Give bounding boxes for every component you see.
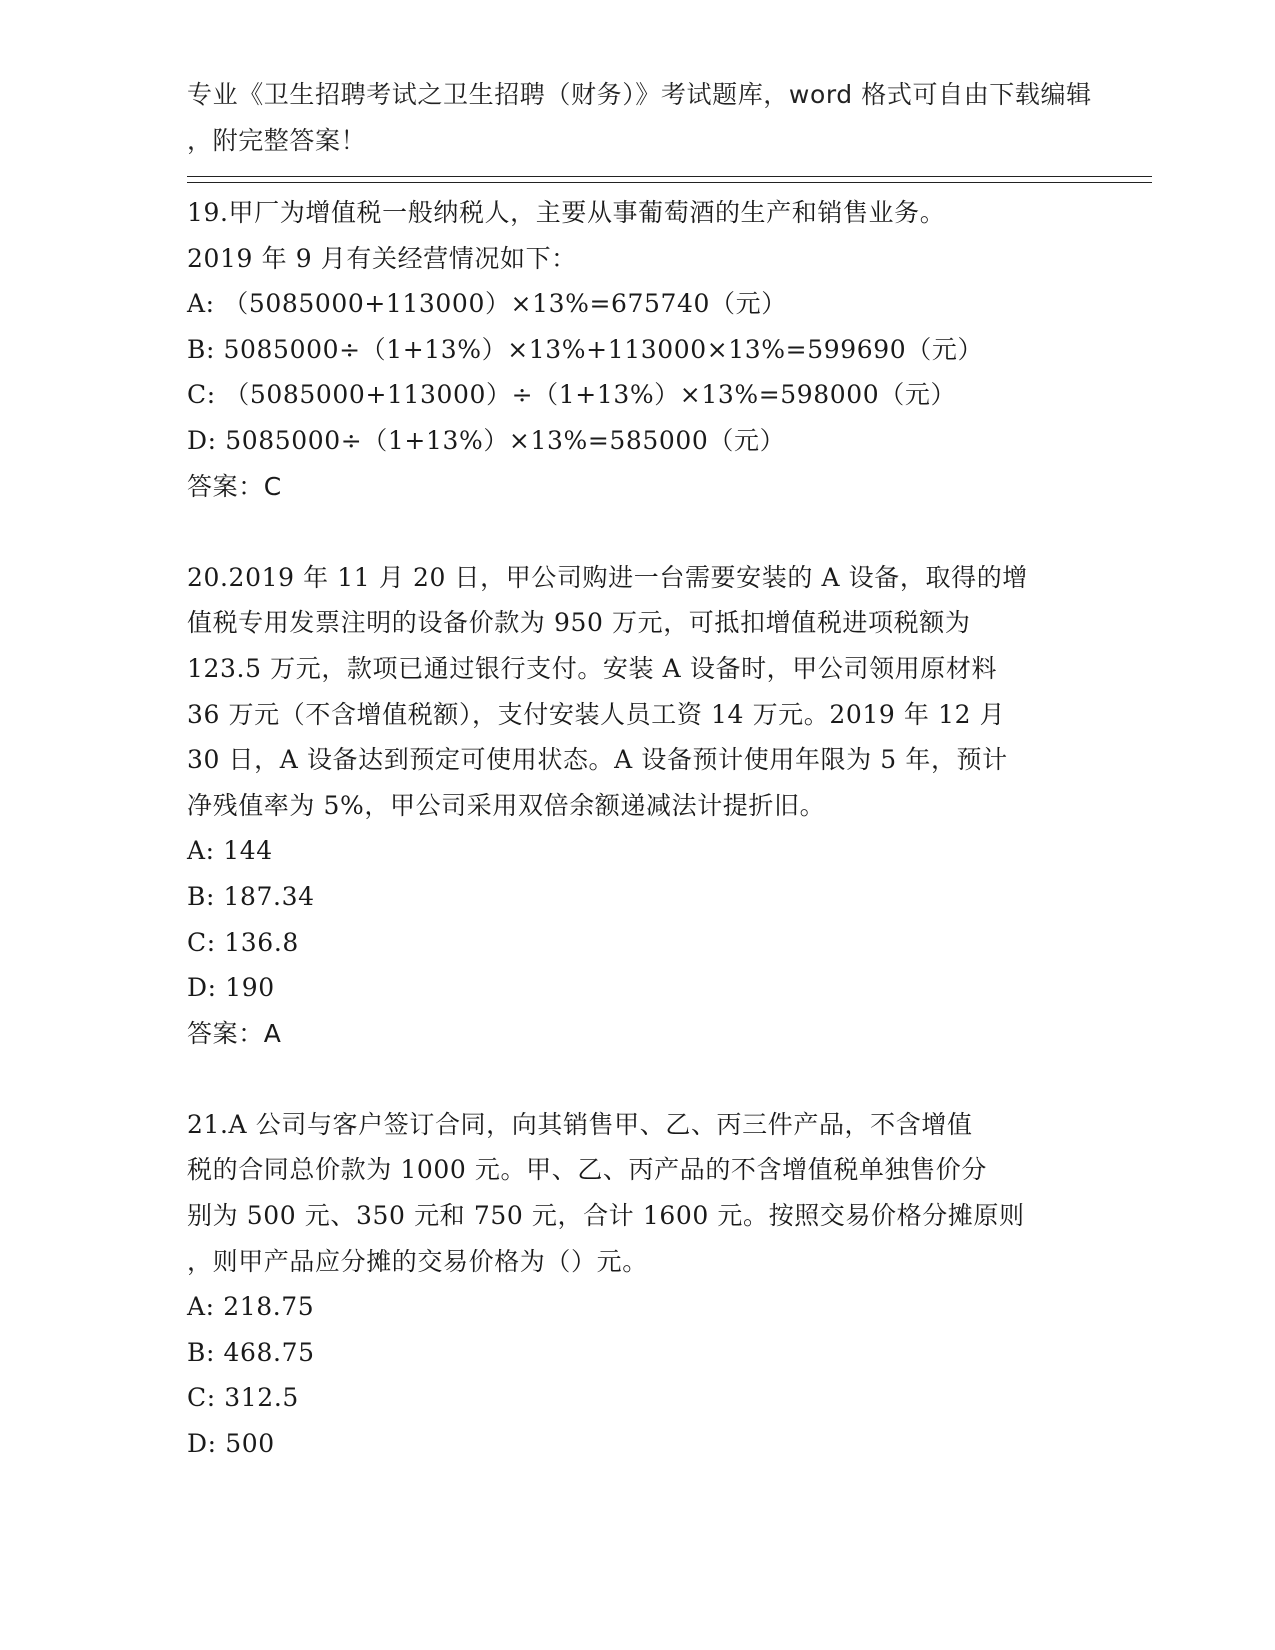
question-list xyxy=(187,190,1087,1467)
question-stem-line: 123.5 万元，款项已通过银行支付。安装 A 设备时，甲公司领用原材料 xyxy=(187,653,998,683)
option-d: D: 5085000÷（1+13%）×13%=585000（元） xyxy=(187,425,786,455)
header-divider-top xyxy=(187,176,1152,177)
question-20 xyxy=(187,555,1087,1057)
option-c: C: 312.5 xyxy=(187,1383,299,1413)
question-21 xyxy=(187,1102,1087,1467)
option-b: B: 468.75 xyxy=(187,1337,315,1367)
question-stem-line: 20.2019 年 11 月 20 日，甲公司购进一台需要安装的 A 设备，取得的增 xyxy=(187,562,1028,592)
header-line-2: ，附完整答案！ xyxy=(187,125,367,155)
question-stem-line: 别为 500 元、350 元和 750 元，合计 1600 元。按照交易价格分摊原则 xyxy=(187,1201,1025,1231)
answer: 答案：C xyxy=(187,471,282,501)
header-line-1: 专业《卫生招聘考试之卫生招聘（财务）》考试题库，word 格式可自由下载编辑 xyxy=(187,80,1092,109)
question-stem-line: 2019 年 9 月有关经营情况如下： xyxy=(187,243,577,273)
spacer xyxy=(187,1056,1087,1102)
option-b: B: 187.34 xyxy=(187,881,315,911)
question-stem-line: 税的合同总价款为 1000 元。甲、乙、丙产品的不含增值税单独售价分 xyxy=(187,1155,987,1185)
option-b: B: 5085000÷（1+13%）×13%+113000×13%=599690（元） xyxy=(187,334,984,364)
question-stem-line: 36 万元（不含增值税额），支付安装人员工资 14 万元。2019 年 12 月 xyxy=(187,699,1006,729)
answer: 答案：A xyxy=(187,1018,282,1048)
document-header xyxy=(187,72,1092,163)
option-a: A: 144 xyxy=(187,836,273,866)
question-stem-line: 值税专用发票注明的设备价款为 950 万元，可抵扣增值税进项税额为 xyxy=(187,608,971,638)
question-stem-line: 净残值率为 5%，甲公司采用双倍余额递减法计提折旧。 xyxy=(187,790,826,820)
option-a: A: 218.75 xyxy=(187,1292,315,1322)
option-c: C: （5085000+113000）÷（1+13%）×13%=598000（元） xyxy=(187,380,957,410)
question-stem-line: 30 日，A 设备达到预定可使用状态。A 设备预计使用年限为 5 年，预计 xyxy=(187,745,1008,775)
question-stem-line: 21.A 公司与客户签订合同，向其销售甲、乙、丙三件产品，不含增值 xyxy=(187,1109,973,1139)
option-d: D: 500 xyxy=(187,1429,275,1459)
question-stem-line: ，则甲产品应分摊的交易价格为（）元。 xyxy=(187,1246,648,1276)
option-d: D: 190 xyxy=(187,973,275,1003)
question-stem-line: 19.甲厂为增值税一般纳税人，主要从事葡萄酒的生产和销售业务。 xyxy=(187,198,946,227)
option-c: C: 136.8 xyxy=(187,927,299,957)
option-a: A: （5085000+113000）×13%=675740（元） xyxy=(187,289,787,319)
question-19 xyxy=(187,190,1087,509)
header-divider-bottom xyxy=(187,182,1152,183)
spacer xyxy=(187,509,1087,555)
